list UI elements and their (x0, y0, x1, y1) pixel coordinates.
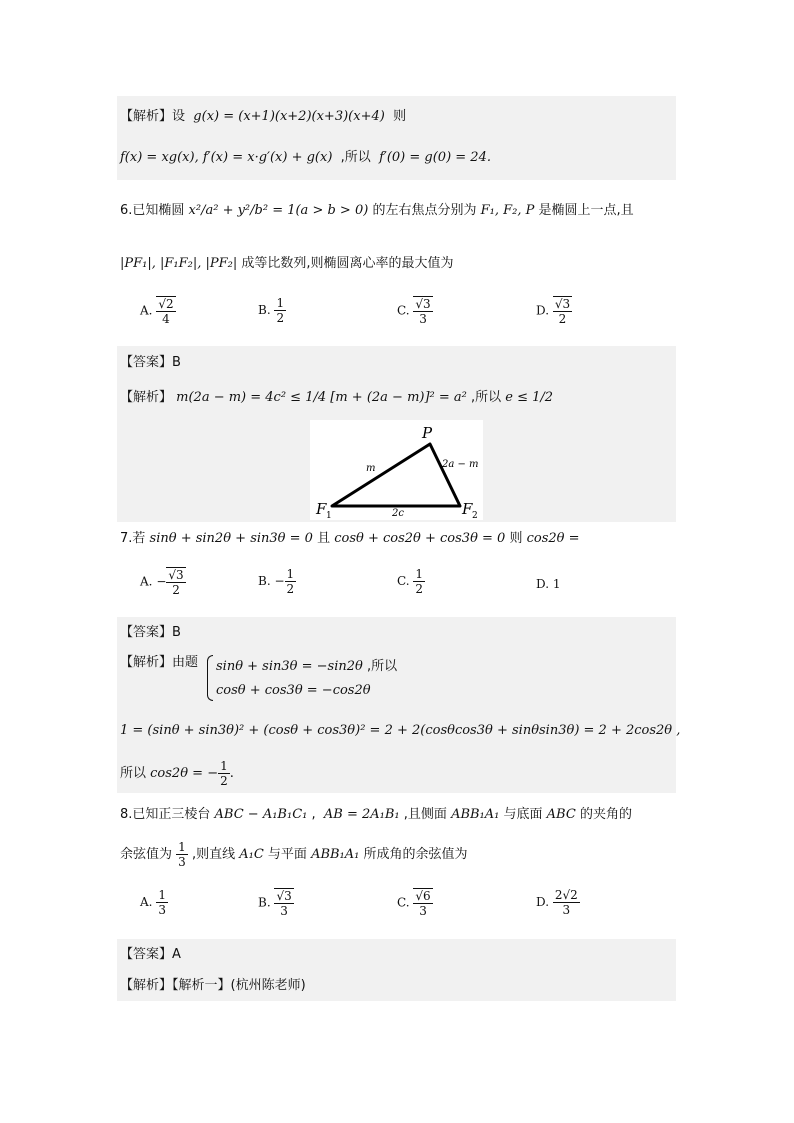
q8-option-b[interactable]: B. $\frac{√3}{3}$ (258, 889, 292, 918)
q6-option-d[interactable]: D. $\frac{√3}{2}$ (536, 297, 571, 326)
q6-stem-line2: |PF₁|, |F₁F₂|, |PF₂| 成等比数列,则椭圆离心率的最大值为 (120, 256, 454, 271)
q7-option-b[interactable]: B. − $\frac{1}{2}$ (258, 567, 295, 596)
target-expression: cos2θ = (526, 531, 580, 546)
q7-option-a[interactable]: A. − $\frac{√3}{2}$ (140, 568, 184, 597)
g-definition: g(x) = (x+1)(x+2)(x+3)(x+4) (193, 109, 385, 124)
ellipse-equation: x²/a² + y²/b² = 1(a > b > 0) (188, 203, 369, 218)
q6-analysis-line: 【解析】 m(2a − m) = 4c² ≤ 1/4 [m + (2a − m)]² = a² ,所以 e ≤ 1/2 (120, 390, 554, 405)
q5-analysis-line2: f(x) = xg(x), f′(x) = x·g′(x) + g(x) ,所以 f′(0) = g(0) = 24. (120, 150, 491, 165)
triangle-outline (332, 444, 460, 506)
triangle-figure (310, 420, 483, 520)
cosine-sum-equation: cosθ + cos2θ + cos3θ = 0 (334, 531, 506, 546)
q6-option-b[interactable]: B. $\frac{1}{2}$ (258, 296, 285, 325)
eccentricity-bound: e ≤ 1/2 (505, 390, 554, 405)
q8-answer: A (172, 947, 181, 962)
q8-option-c[interactable]: C. $\frac{√6}{3}$ (397, 889, 431, 918)
q7-conclusion: 所以 cos2θ = − $\frac{1}{2}$ . (120, 759, 234, 788)
q7-answer: B (172, 625, 181, 640)
q6-answer: B (172, 355, 181, 370)
q7-long-equation: 1 = (sinθ + sin3θ)² + (cosθ + cos3θ)² = 2 + 2(cosθcos3θ + sinθsin3θ) = 2 + 2cos2θ , (120, 723, 681, 738)
q7-analysis-line1: 【解析】由题 (120, 655, 199, 670)
q7-option-d[interactable]: D. 1 (536, 577, 561, 591)
side-2c-label: 2c (392, 508, 404, 519)
distance-sequence: |PF₁|, |F₁F₂|, |PF₂| (120, 256, 238, 271)
vertex-f2-subscript: 2 (472, 511, 478, 520)
q8-answer-line: 【答案】A (120, 947, 181, 962)
q6-stem-line1: 6.已知椭圆 x²/a² + y²/b² = 1(a > b > 0) 的左右焦点分别为 F₁, F₂, P 是椭圆上一点,且 (120, 203, 634, 218)
q6-option-c[interactable]: C. $\frac{√3}{3}$ (397, 297, 431, 326)
side-2a-m-label: 2a − m (442, 459, 479, 470)
derivative-formula: f(x) = xg(x), f′(x) = x·g′(x) + g(x) (120, 150, 333, 165)
q8-stem-line2: 余弦值为 $\frac{1}{3}$ ,则直线 A₁C 与平面 ABB₁A₁ 所成角的余弦值为 (120, 840, 468, 869)
vertex-f2-label: F (462, 500, 473, 518)
frustum-name: ABC − A₁B₁C₁ (214, 807, 308, 822)
q8-option-d[interactable]: D. $\frac{2√2}{3}$ (536, 888, 578, 917)
derivative-result: f′(0) = g(0) = 24. (379, 150, 491, 165)
edge-relation: AB = 2A₁B₁ (323, 807, 400, 822)
side-m-label: m (366, 463, 376, 474)
triangle-diagram (310, 420, 483, 520)
q7-option-c[interactable]: C. $\frac{1}{2}$ (397, 567, 424, 596)
q5-analysis-line1: 【解析】设 g(x) = (x+1)(x+2)(x+3)(x+4) 则 (120, 109, 407, 124)
q8-option-a[interactable]: A. $\frac{1}{3}$ (140, 888, 166, 917)
vertex-p-label: P (422, 424, 433, 442)
q6-answer-line: 【答案】B (120, 355, 181, 370)
q6-option-a[interactable]: A. $\frac{√2}{4}$ (140, 297, 174, 326)
q8-stem-line1: 8.已知正三棱台 ABC − A₁B₁C₁ , AB = 2A₁B₁ ,且侧面 ABB₁A₁ 与底面 ABC 的夹角的 (120, 807, 632, 822)
analysis-label: 【解析】 (120, 109, 173, 124)
q7-answer-line: 【答案】B (120, 625, 181, 640)
vertex-f1-label: F (316, 500, 327, 518)
vertex-f1-subscript: 1 (326, 511, 332, 520)
q7-stem: 7.若 sinθ + sin2θ + sin3θ = 0 且 cosθ + cos2θ + cos3θ = 0 则 cos2θ = (120, 531, 580, 546)
system-line-1: sinθ + sin3θ = −sin2θ ,所以 (216, 659, 398, 674)
equation-system-brace (207, 655, 213, 701)
sine-sum-equation: sinθ + sin2θ + sin3θ = 0 (149, 531, 313, 546)
system-line-2: cosθ + cos3θ = −cos2θ (216, 683, 371, 698)
inequality-derivation: m(2a − m) = 4c² ≤ 1/4 [m + (2a − m)]² = a² (176, 390, 467, 405)
q8-analysis-line: 【解析】【解析一】(杭州陈老师) (120, 978, 306, 993)
foci-names: F₁, F₂, P (480, 203, 535, 218)
